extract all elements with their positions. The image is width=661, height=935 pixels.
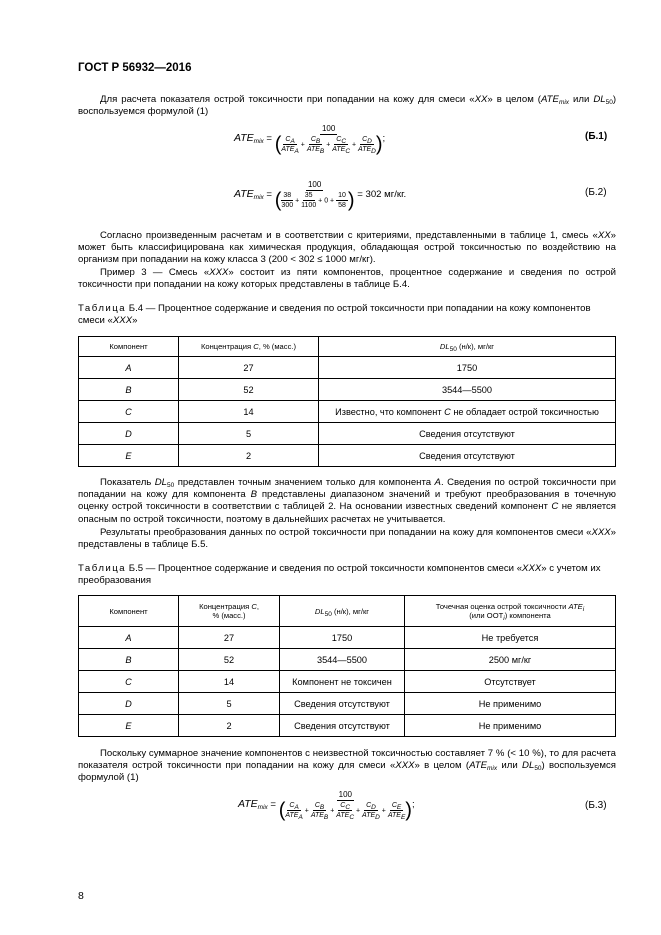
formula-term: $\frac{C_A}{ATE_A}$: [281, 136, 299, 155]
table-b4-header-component: Компонент: [79, 337, 179, 357]
document-header: ГОСТ Р 56932—2016: [78, 62, 192, 74]
formula-term: $\frac{C_D}{ATE_D}$: [358, 136, 376, 155]
formula-b1: $ATE_{mix}$ = 100 ( $\frac{C_A}{ATE_A}$ + $\frac{C_B}{ATE_B}$ + $\frac{C_C}{ATE_C}$ + $\frac{C_D}{ATE_D}$ ) ;: [234, 124, 386, 156]
page-number: 8: [78, 890, 84, 902]
formula-term: $\frac{C_D}{ATE_D}$: [362, 802, 380, 821]
formula-term: $\frac{38}{300}$: [281, 192, 294, 209]
formula-b1-denominator: ( $\frac{C_A}{ATE_A}$ + $\frac{C_B}{ATE_B}$ + $\frac{C_C}{ATE_C}$ + $\frac{C_D}{ATE_D}$ ): [274, 133, 383, 156]
table-row: C 14 Известно, что компонент C не обладает острой токсичностью: [79, 401, 616, 423]
formula-term: $\frac{C_E}{ATE_E}$: [387, 802, 406, 821]
table-b4-header-concentration: Концентрация C, % (масс.): [179, 337, 319, 357]
table-row: E 2 Сведения отсутствуют Не применимо: [79, 715, 616, 737]
table-b5-caption: Таблица Б.5 — Процентное содержание и сведения по острой токсичности компонентов смеси «XXX» с учетом их преобразования: [78, 563, 601, 586]
table-b5-header-component: Компонент: [79, 596, 179, 627]
table-b4-header-dl50: $DL_{50}$ (н/к), мг/кг: [319, 337, 616, 357]
paragraph-conversion-results: Результаты преобразования данных по острой токсичности при попадании на кожу для компонентов смеси «XXX» представлены в таблице Б.5.: [78, 527, 616, 551]
formula-term: $\frac{10}{58}$: [338, 192, 346, 209]
paragraph-formula-intro-2: Поскольку суммарное значение компонентов с неизвестной токсичностью составляет 7 % (< 10 %), то для расчета показателя острой токсичности при попадании на кожу для смеси «XXX» в целом ($ATE_{mix}$ или $DL_{50}$) воспользуемся формулой (1): [78, 748, 616, 784]
formula-term: $\frac{C_C}{ATE_C}$: [332, 136, 351, 155]
paragraph-classification: Согласно произведенным расчетам и в соответствии с критериями, представленными в таблице 1, смесь «XX» может быть классифицирована как химическая продукция, обладающая острой токсичностью по воздействию на организм при попадании на кожу класса 3 (200 < 302 ≤ 1000 мг/кг).: [78, 230, 616, 266]
table-row: E 2 Сведения отсутствуют: [79, 445, 616, 467]
paragraph-example-3: Пример 3 — Смесь «XXX» состоит из пяти компонентов, процентное содержание и сведения по острой токсичности при попадании на кожу которых представлены в таблице Б.4.: [78, 267, 616, 291]
formula-term: $\frac{C_B}{ATE_B}$: [310, 802, 329, 821]
table-row: A 27 1750: [79, 357, 616, 379]
table-b5-header-ate: Точечная оценка острой токсичности $ATE_i$ (или $ООТ_i$) компонента: [405, 596, 616, 627]
formula-b2: $ATE_{mix}$ = 100 ( $\frac{38}{300}$ + $\frac{35}{1100}$ + 0 + $\frac{10}{58}$ ) = 302 мг/кг.: [234, 180, 407, 212]
formula-term: $\frac{C_B}{ATE_B}$: [306, 136, 325, 155]
formula-b2-denominator: ( $\frac{38}{300}$ + $\frac{35}{1100}$ + 0 + $\frac{10}{58}$ ): [274, 189, 355, 212]
table-b4: [78, 336, 616, 467]
formula-b3: $ATE_{mix}$ = 100 ( $\frac{C_A}{ATE_A}$ + $\frac{C_B}{ATE_B}$ + $\frac{C_C}{ATE_C}$ + $\frac{C_D}{ATE_D}$ + $\frac{C_E}{ATE_E}$ ) ;: [238, 790, 415, 822]
table-row: B 52 3544—5500: [79, 379, 616, 401]
formula-term: $\frac{35}{1100}$: [301, 192, 317, 209]
formula-term: $\frac{C_A}{ATE_A}$: [285, 802, 303, 821]
table-b4-caption: Таблица Б.4 — Процентное содержание и сведения по острой токсичности при попадании на кожу компонентов смеси «XXX»: [78, 303, 591, 326]
formula-term: $\frac{C_C}{ATE_C}$: [336, 802, 355, 821]
table-b5: [78, 595, 616, 737]
table-b5-header-concentration: Концентрация C, % (масс.): [179, 596, 280, 627]
table-row: C 14 Компонент не токсичен Отсутствует: [79, 671, 616, 693]
formula-b3-denominator: ( $\frac{C_A}{ATE_A}$ + $\frac{C_B}{ATE_B}$ + $\frac{C_C}{ATE_C}$ + $\frac{C_D}{ATE_D}$ + $\frac{C_E}{ATE_E}$ ): [278, 799, 412, 822]
table-row: A 27 1750 Не требуется: [79, 627, 616, 649]
paragraph-formula-intro: Для расчета показателя острой токсичности при попадании на кожу для смеси «XX» в целом ($ATE_{mix}$ или $DL_{50}$) воспользуемся формулой (1): [78, 94, 617, 118]
table-row: D 5 Сведения отсутствуют Не применимо: [79, 693, 616, 715]
table-b5-header-dl50: $DL_{50}$ (н/к), мг/кг: [280, 596, 405, 627]
equation-number-b1: (Б.1): [585, 131, 608, 142]
paragraph-dl50-notes: Показатель $DL_{50}$ представлен точным значением только для компонента A. Сведения по острой токсичности при попадании на кожу для компонента B представлены диапазоном значений и требуют преобразования в точечную оценку острой токсичности в соответствии с таблицей 2. На основании известных сведений компонент C не является опасным по острой токсичности, поэтому в дальнейших расчетах не учитывается.: [78, 477, 617, 525]
table-row: B 52 3544—5500 2500 мг/кг: [79, 649, 616, 671]
equation-number-b2: (Б.2): [585, 187, 607, 198]
table-row: D 5 Сведения отсутствуют: [79, 423, 616, 445]
equation-number-b3: (Б.3): [585, 800, 607, 811]
